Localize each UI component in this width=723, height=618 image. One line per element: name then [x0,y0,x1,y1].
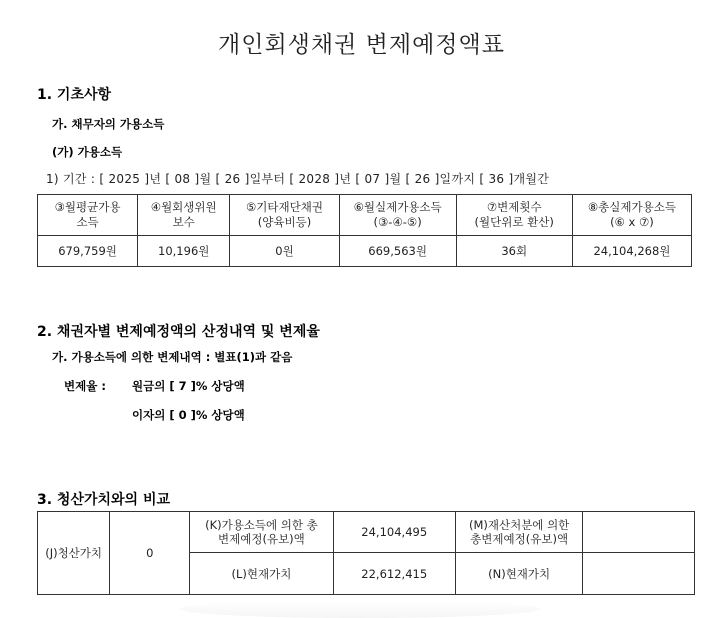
rate-interest: 이자의 [ 0 ]% 상당액 [132,408,245,422]
value-cell: 0원 [230,236,339,267]
value-cell: 669,563원 [339,236,456,267]
liquidation-table [37,511,695,595]
period-end-day: 26 [414,172,431,186]
value-cell: 679,759원 [38,236,138,267]
period-label-to: ]일까지 [ [434,172,485,186]
value-cell: 36회 [456,236,572,267]
liquidation-row-1 [38,512,695,553]
k-value-cell: 24,104,495 [333,512,455,553]
period-months: 36 [488,172,505,186]
period-label-year: ]년 [ [144,172,171,186]
rate-principal: 원금의 [ 7 ]% 상당액 [132,379,245,393]
header-cell: ⑥월실제가용소득 (③-④-⑤) [339,195,456,236]
period-label-month-2: ]월 [ [384,172,411,186]
n-label-cell: (N)현재가치 [455,553,583,595]
section2-heading: 2. 채권자별 변제예정액의 산정내역 및 변제율 [37,324,320,340]
j-label-cell: (J)청산가치 [38,512,110,595]
m-label-cell: (M)재산처분에 의한 총변제예정(유보)액 [455,512,583,553]
section1-sub-a: 가. 채무자의 가용소득 [52,117,165,131]
income-table-header-row [38,195,692,236]
period-end-month: 07 [364,172,381,186]
page-title: 개인회생채권 변제예정액표 [218,32,505,58]
section2-sub-a: 가. 가용소득에 의한 변제내역 : 별표(1)과 같음 [52,350,293,364]
header-cell: ⑦변제횟수 (월단위로 환산) [456,195,572,236]
period-line [46,170,549,187]
l-value-cell: 22,612,415 [333,553,455,595]
section1-sub-a1: (가) 가용소득 [52,145,123,159]
period-prefix: 1) 기간 : [ [46,172,105,186]
period-label-month: ]월 [ [194,172,221,186]
header-cell: ④월회생위원 보수 [138,195,230,236]
m-value-cell [583,512,695,553]
header-cell: ⑧총실제가용소득 (⑥ x ⑦) [572,195,691,236]
period-end-year: 2028 [298,172,331,186]
period-label-year-2: ]년 [ [334,172,361,186]
income-table [37,194,692,267]
page-shadow [180,600,540,618]
income-table-value-row [38,236,692,267]
period-label-from: ]일부터 [ [244,172,295,186]
j-value-cell: 0 [110,512,190,595]
header-cell: ③월평균가용 소득 [38,195,138,236]
period-start-year: 2025 [108,172,141,186]
rate-label: 변제율 : [64,379,106,393]
l-label-cell: (L)현재가치 [190,553,333,595]
period-start-month: 08 [174,172,191,186]
period-start-day: 26 [224,172,241,186]
header-cell: ⑤기타재단채권 (양육비등) [230,195,339,236]
section3-heading: 3. 청산가치와의 비교 [37,492,170,508]
k-label-cell: (K)가용소득에 의한 총 변제예정(유보)액 [190,512,333,553]
period-label-months: ]개월간 [508,172,550,186]
value-cell: 24,104,268원 [572,236,691,267]
n-value-cell [583,553,695,595]
section1-heading: 1. 기초사항 [37,87,112,103]
value-cell: 10,196원 [138,236,230,267]
